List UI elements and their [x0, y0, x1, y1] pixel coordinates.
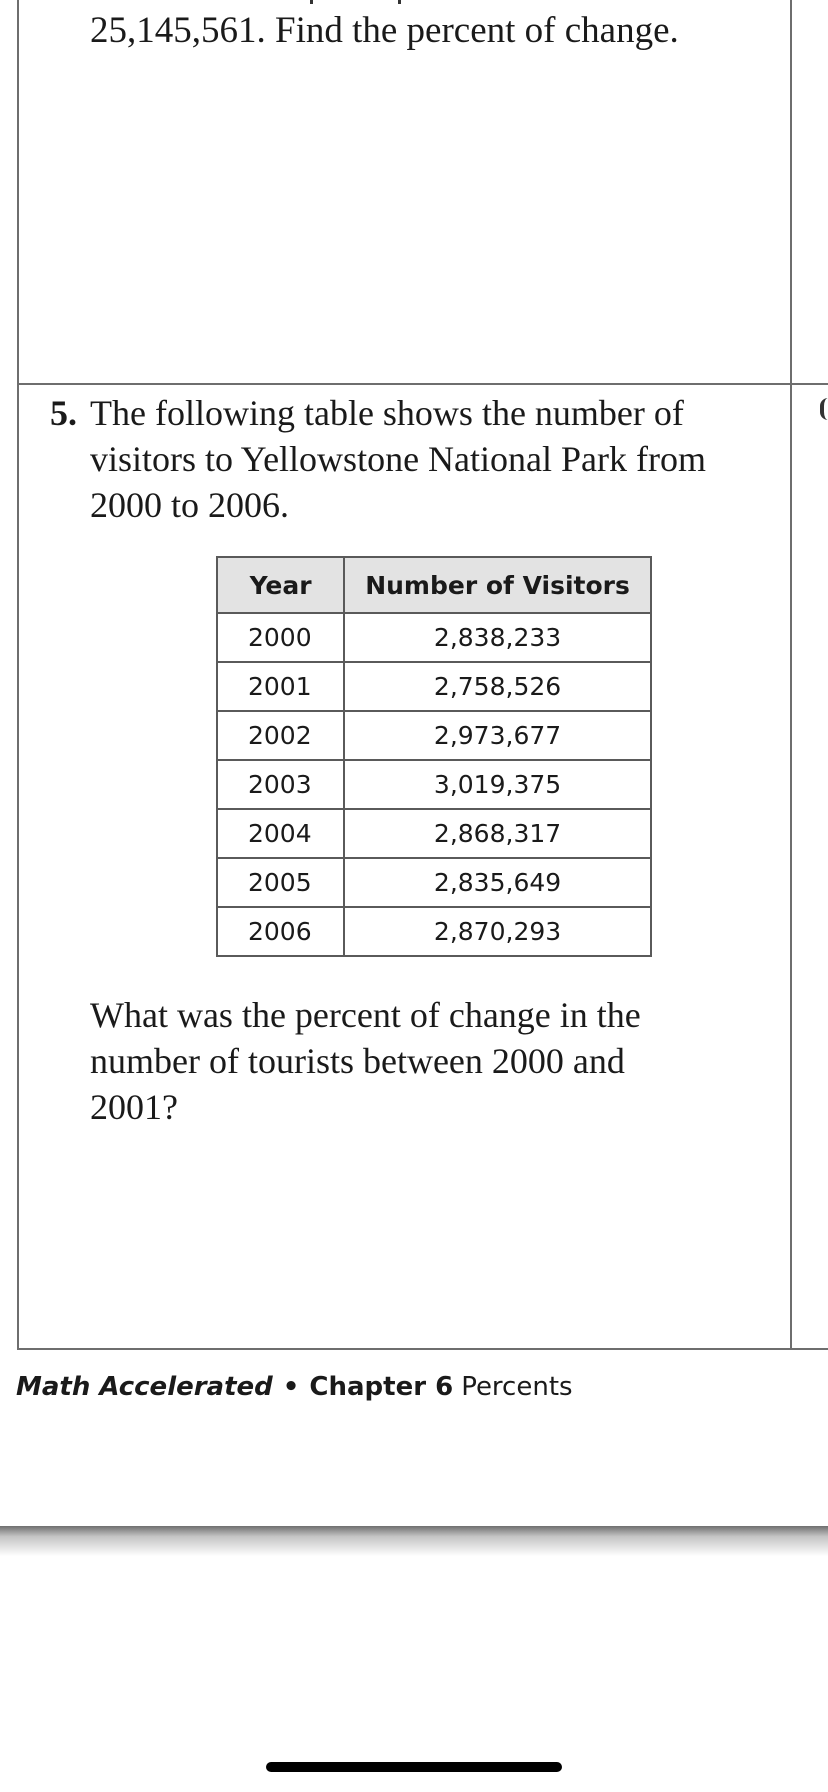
visitors-cell: 2,973,677	[344, 711, 651, 760]
table-row	[217, 907, 651, 956]
followup-line: number of tourists between 2000 and	[90, 1041, 625, 1081]
year-cell: 2006	[217, 907, 344, 956]
visitors-cell: 2,758,526	[344, 662, 651, 711]
table-row	[217, 662, 651, 711]
clipped-text-fragment	[398, 0, 401, 4]
clipped-adjacent-glyph	[820, 398, 828, 420]
footer-section: Percents	[461, 1372, 573, 1402]
table-row	[217, 711, 651, 760]
page-footer	[16, 1372, 573, 1402]
table-row	[217, 809, 651, 858]
footer-bullet: •	[282, 1372, 300, 1402]
followup-question	[90, 992, 770, 1130]
table-row	[217, 613, 651, 662]
visitors-cell: 3,019,375	[344, 760, 651, 809]
year-cell: 2004	[217, 809, 344, 858]
question-line: The following table shows the number of	[90, 393, 684, 433]
year-cell: 2005	[217, 858, 344, 907]
year-cell: 2003	[217, 760, 344, 809]
table-row	[217, 760, 651, 809]
followup-line: What was the percent of change in the	[90, 995, 641, 1035]
table-row	[217, 858, 651, 907]
question-line: 2000 to 2006.	[90, 485, 290, 525]
header-number-of-visitors: Number of Visitors	[344, 557, 651, 613]
header-year: Year	[217, 557, 344, 613]
right-cell-border	[790, 0, 792, 1350]
visitors-cell: 2,835,649	[344, 858, 651, 907]
page-bottom-shadow	[0, 1526, 828, 1556]
visitors-table	[216, 556, 652, 957]
visitors-cell: 2,870,293	[344, 907, 651, 956]
year-cell: 2000	[217, 613, 344, 662]
left-cell-border	[17, 0, 19, 1350]
home-indicator[interactable]	[266, 1762, 562, 1772]
question-line: visitors to Yellowstone National Park from	[90, 439, 706, 479]
bottom-cell-border	[17, 1348, 828, 1350]
year-cell: 2001	[217, 662, 344, 711]
clipped-text-fragment	[310, 0, 313, 4]
footer-book-title: Math Accelerated	[16, 1372, 273, 1402]
question-divider	[17, 383, 828, 385]
visitors-cell: 2,838,233	[344, 613, 651, 662]
question-number: 5.	[50, 393, 77, 433]
visitors-cell: 2,868,317	[344, 809, 651, 858]
year-cell: 2002	[217, 711, 344, 760]
table-header-row	[217, 557, 651, 613]
question-text	[90, 390, 770, 528]
followup-line: 2001?	[90, 1087, 178, 1127]
previous-question-text: 25,145,561. Find the percent of change.	[90, 10, 679, 51]
footer-chapter: Chapter 6	[309, 1372, 454, 1402]
